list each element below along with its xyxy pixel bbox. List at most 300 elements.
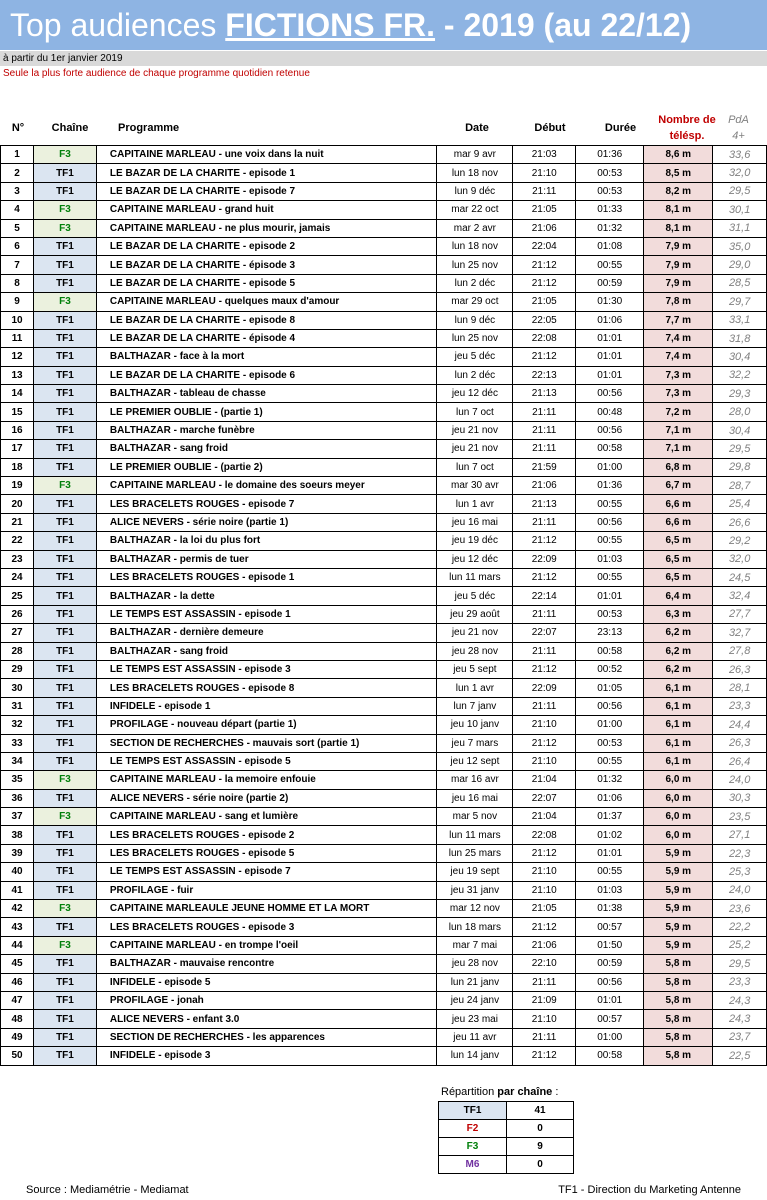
rank-cell: 9 xyxy=(1,293,34,311)
rank-cell: 36 xyxy=(1,789,34,807)
audience-cell: 5,8 m xyxy=(644,1028,713,1046)
table-row xyxy=(1,532,767,550)
table-row xyxy=(1,587,767,605)
audience-cell: 5,8 m xyxy=(644,973,713,991)
channel-cell: TF1 xyxy=(34,421,97,439)
col-audience-line2: télésp. xyxy=(669,130,705,142)
table-row xyxy=(1,1028,767,1046)
pda-cell: 26,4 xyxy=(713,752,767,770)
channel-cell: TF1 xyxy=(34,624,97,642)
pda-cell: 28,5 xyxy=(713,274,767,292)
rank-cell: 2 xyxy=(1,164,34,182)
start-cell: 21:59 xyxy=(513,458,576,476)
table-row xyxy=(1,734,767,752)
pda-cell: 29,5 xyxy=(713,440,767,458)
channel-cell: TF1 xyxy=(34,403,97,421)
audience-cell: 5,8 m xyxy=(644,955,713,973)
channel-cell: F3 xyxy=(34,936,97,954)
channel-cell: F3 xyxy=(34,219,97,237)
audience-cell: 8,6 m xyxy=(644,146,713,164)
start-cell: 21:12 xyxy=(513,844,576,862)
table-row xyxy=(1,458,767,476)
subtitle: à partir du 1er janvier 2019 xyxy=(0,51,767,66)
program-cell: LES BRACELETS ROUGES - episode 2 xyxy=(96,826,437,844)
program-cell: LE TEMPS EST ASSASSIN - episode 3 xyxy=(96,660,437,678)
duration-cell: 01:06 xyxy=(576,311,644,329)
audience-cell: 6,0 m xyxy=(644,826,713,844)
channel-cell: TF1 xyxy=(34,164,97,182)
pda-cell: 23,3 xyxy=(713,697,767,715)
channel-cell: TF1 xyxy=(34,826,97,844)
program-cell: LE TEMPS EST ASSASSIN - episode 7 xyxy=(96,863,437,881)
pda-cell: 32,2 xyxy=(713,366,767,384)
duration-cell: 00:53 xyxy=(576,734,644,752)
pda-cell: 32,7 xyxy=(713,624,767,642)
date-cell: jeu 29 août xyxy=(437,605,513,623)
audience-cell: 6,1 m xyxy=(644,697,713,715)
audience-cell: 7,9 m xyxy=(644,274,713,292)
date-cell: lun 7 janv xyxy=(437,697,513,715)
program-cell: ALICE NEVERS - série noire (partie 2) xyxy=(96,789,437,807)
rank-cell: 33 xyxy=(1,734,34,752)
program-cell: CAPITAINE MARLEAU - sang et lumière xyxy=(96,808,437,826)
table-row xyxy=(1,716,767,734)
pda-cell: 27,1 xyxy=(713,826,767,844)
repartition-channel: M6 xyxy=(439,1156,507,1174)
pda-cell: 29,5 xyxy=(713,182,767,200)
rank-cell: 3 xyxy=(1,182,34,200)
channel-cell: TF1 xyxy=(34,440,97,458)
audience-cell: 5,8 m xyxy=(644,1047,713,1065)
start-cell: 21:11 xyxy=(513,1028,576,1046)
duration-cell: 01:33 xyxy=(576,201,644,219)
start-cell: 22:07 xyxy=(513,624,576,642)
table-row xyxy=(1,697,767,715)
duration-cell: 01:00 xyxy=(576,458,644,476)
program-cell: LE BAZAR DE LA CHARITE - episode 6 xyxy=(96,366,437,384)
duration-cell: 01:01 xyxy=(576,348,644,366)
channel-cell: TF1 xyxy=(34,918,97,936)
date-cell: mar 29 oct xyxy=(437,293,513,311)
date-cell: lun 11 mars xyxy=(437,826,513,844)
pda-cell: 29,0 xyxy=(713,256,767,274)
date-cell: jeu 28 nov xyxy=(437,642,513,660)
pda-cell: 29,3 xyxy=(713,385,767,403)
col-date-header: Date xyxy=(465,122,489,134)
program-cell: CAPITAINE MARLEAULE JEUNE HOMME ET LA MORT xyxy=(96,900,437,918)
duration-cell: 00:53 xyxy=(576,605,644,623)
pda-cell: 22,2 xyxy=(713,918,767,936)
rank-cell: 15 xyxy=(1,403,34,421)
pda-cell: 28,1 xyxy=(713,679,767,697)
rank-cell: 8 xyxy=(1,274,34,292)
start-cell: 21:12 xyxy=(513,256,576,274)
pda-cell: 24,5 xyxy=(713,568,767,586)
table-row xyxy=(1,973,767,991)
rank-cell: 49 xyxy=(1,1028,34,1046)
duration-cell: 00:58 xyxy=(576,642,644,660)
col-rank-header: N° xyxy=(11,122,25,134)
channel-cell: F3 xyxy=(34,808,97,826)
start-cell: 22:10 xyxy=(513,955,576,973)
date-cell: jeu 7 mars xyxy=(437,734,513,752)
date-cell: lun 25 nov xyxy=(437,256,513,274)
table-row xyxy=(1,1047,767,1065)
start-cell: 22:08 xyxy=(513,826,576,844)
audience-cell: 6,0 m xyxy=(644,771,713,789)
duration-cell: 01:37 xyxy=(576,808,644,826)
rank-cell: 24 xyxy=(1,568,34,586)
date-cell: jeu 16 mai xyxy=(437,513,513,531)
duration-cell: 00:52 xyxy=(576,660,644,678)
program-cell: LE PREMIER OUBLIE - (partie 2) xyxy=(96,458,437,476)
table-row xyxy=(1,274,767,292)
col-audience-line1: Nombre de xyxy=(658,114,716,126)
program-cell: BALTHAZAR - permis de tuer xyxy=(96,550,437,568)
program-cell: ALICE NEVERS - série noire (partie 1) xyxy=(96,513,437,531)
pda-cell: 33,1 xyxy=(713,311,767,329)
audience-cell: 7,4 m xyxy=(644,348,713,366)
title-prefix: Top audiences xyxy=(10,7,226,43)
table-row xyxy=(1,164,767,182)
rank-cell: 32 xyxy=(1,716,34,734)
duration-cell: 01:06 xyxy=(576,789,644,807)
table-row xyxy=(1,624,767,642)
date-cell: jeu 23 mai xyxy=(437,1010,513,1028)
table-row xyxy=(1,311,767,329)
program-cell: PROFILAGE - jonah xyxy=(96,991,437,1009)
date-cell: lun 25 mars xyxy=(437,844,513,862)
table-row xyxy=(1,918,767,936)
table-row xyxy=(1,513,767,531)
rank-cell: 25 xyxy=(1,587,34,605)
program-cell: SECTION DE RECHERCHES - les apparences xyxy=(96,1028,437,1046)
channel-cell: TF1 xyxy=(34,513,97,531)
program-cell: BALTHAZAR - la loi du plus fort xyxy=(96,532,437,550)
date-cell: lun 14 janv xyxy=(437,1047,513,1065)
rank-cell: 35 xyxy=(1,771,34,789)
pda-cell: 24,4 xyxy=(713,716,767,734)
program-cell: BALTHAZAR - tableau de chasse xyxy=(96,385,437,403)
pda-cell: 23,7 xyxy=(713,1028,767,1046)
channel-cell: TF1 xyxy=(34,385,97,403)
duration-cell: 01:00 xyxy=(576,1028,644,1046)
audience-cell: 6,1 m xyxy=(644,716,713,734)
pda-cell: 22,5 xyxy=(713,1047,767,1065)
duration-cell: 00:56 xyxy=(576,385,644,403)
rank-cell: 39 xyxy=(1,844,34,862)
channel-cell: F3 xyxy=(34,900,97,918)
start-cell: 21:12 xyxy=(513,734,576,752)
repartition-channel: F2 xyxy=(439,1120,507,1138)
rank-cell: 40 xyxy=(1,863,34,881)
audience-cell: 5,9 m xyxy=(644,863,713,881)
audience-cell: 7,3 m xyxy=(644,366,713,384)
start-cell: 21:11 xyxy=(513,605,576,623)
date-cell: jeu 12 déc xyxy=(437,550,513,568)
start-cell: 22:05 xyxy=(513,311,576,329)
date-cell: lun 9 déc xyxy=(437,311,513,329)
col-start-header: Début xyxy=(534,122,566,134)
start-cell: 21:12 xyxy=(513,568,576,586)
audience-cell: 6,4 m xyxy=(644,587,713,605)
table-row xyxy=(1,201,767,219)
audience-table-body xyxy=(1,146,767,1066)
repartition-channel: TF1 xyxy=(439,1102,507,1120)
rank-cell: 1 xyxy=(1,146,34,164)
start-cell: 22:08 xyxy=(513,329,576,347)
start-cell: 21:10 xyxy=(513,1010,576,1028)
program-cell: BALTHAZAR - dernière demeure xyxy=(96,624,437,642)
program-cell: CAPITAINE MARLEAU - le domaine des soeurs meyer xyxy=(96,477,437,495)
pda-cell: 31,8 xyxy=(713,329,767,347)
program-cell: BALTHAZAR - sang froid xyxy=(96,440,437,458)
start-cell: 21:11 xyxy=(513,513,576,531)
date-cell: jeu 16 mai xyxy=(437,789,513,807)
channel-cell: TF1 xyxy=(34,660,97,678)
rank-cell: 20 xyxy=(1,495,34,513)
col-duration-header: Durée xyxy=(604,122,637,134)
rank-cell: 45 xyxy=(1,955,34,973)
duration-cell: 00:55 xyxy=(576,495,644,513)
program-cell: LES BRACELETS ROUGES - episode 1 xyxy=(96,568,437,586)
channel-cell: TF1 xyxy=(34,863,97,881)
duration-cell: 00:59 xyxy=(576,955,644,973)
pda-cell: 24,0 xyxy=(713,771,767,789)
channel-cell: TF1 xyxy=(34,605,97,623)
pda-cell: 27,7 xyxy=(713,605,767,623)
audience-cell: 6,6 m xyxy=(644,513,713,531)
duration-cell: 01:01 xyxy=(576,844,644,862)
program-cell: INFIDELE - episode 1 xyxy=(96,697,437,715)
date-cell: mar 2 avr xyxy=(437,219,513,237)
channel-cell: TF1 xyxy=(34,311,97,329)
duration-cell: 00:53 xyxy=(576,164,644,182)
audience-cell: 6,5 m xyxy=(644,568,713,586)
program-cell: LE BAZAR DE LA CHARITE - episode 7 xyxy=(96,182,437,200)
pda-cell: 29,5 xyxy=(713,955,767,973)
repartition-row-f2 xyxy=(439,1120,574,1138)
date-cell: lun 2 déc xyxy=(437,274,513,292)
audience-cell: 6,2 m xyxy=(644,624,713,642)
audience-cell: 6,1 m xyxy=(644,734,713,752)
start-cell: 22:13 xyxy=(513,366,576,384)
table-row xyxy=(1,789,767,807)
repartition-title-suffix: : xyxy=(552,1086,559,1098)
duration-cell: 00:56 xyxy=(576,973,644,991)
program-cell: LES BRACELETS ROUGES - episode 5 xyxy=(96,844,437,862)
audience-cell: 6,3 m xyxy=(644,605,713,623)
table-row xyxy=(1,936,767,954)
duration-cell: 01:38 xyxy=(576,900,644,918)
channel-cell: TF1 xyxy=(34,991,97,1009)
rank-cell: 14 xyxy=(1,385,34,403)
pda-cell: 29,7 xyxy=(713,293,767,311)
table-row xyxy=(1,991,767,1009)
channel-cell: F3 xyxy=(34,201,97,219)
repartition-row-m6 xyxy=(439,1156,574,1174)
col-channel-header: Chaîne xyxy=(51,122,89,134)
date-cell: mar 7 mai xyxy=(437,936,513,954)
table-row xyxy=(1,348,767,366)
table-row xyxy=(1,808,767,826)
rank-cell: 44 xyxy=(1,936,34,954)
rank-cell: 12 xyxy=(1,348,34,366)
duration-cell: 01:00 xyxy=(576,716,644,734)
table-row xyxy=(1,495,767,513)
rank-cell: 23 xyxy=(1,550,34,568)
start-cell: 21:11 xyxy=(513,642,576,660)
program-cell: BALTHAZAR - la dette xyxy=(96,587,437,605)
duration-cell: 00:55 xyxy=(576,256,644,274)
table-row xyxy=(1,605,767,623)
pda-cell: 26,3 xyxy=(713,660,767,678)
table-row xyxy=(1,900,767,918)
rank-cell: 18 xyxy=(1,458,34,476)
table-row xyxy=(1,477,767,495)
program-cell: LES BRACELETS ROUGES - episode 3 xyxy=(96,918,437,936)
table-row xyxy=(1,1010,767,1028)
pda-cell: 35,0 xyxy=(713,237,767,255)
pda-cell: 30,3 xyxy=(713,789,767,807)
start-cell: 21:06 xyxy=(513,477,576,495)
channel-cell: TF1 xyxy=(34,1047,97,1065)
channel-cell: TF1 xyxy=(34,734,97,752)
repartition-count: 9 xyxy=(507,1138,574,1156)
duration-cell: 00:57 xyxy=(576,1010,644,1028)
date-cell: mar 5 nov xyxy=(437,808,513,826)
duration-cell: 00:59 xyxy=(576,274,644,292)
duration-cell: 01:05 xyxy=(576,679,644,697)
program-cell: CAPITAINE MARLEAU - grand huit xyxy=(96,201,437,219)
table-row xyxy=(1,844,767,862)
program-cell: CAPITAINE MARLEAU - ne plus mourir, jamais xyxy=(96,219,437,237)
rank-cell: 13 xyxy=(1,366,34,384)
table-row xyxy=(1,182,767,200)
duration-cell: 01:01 xyxy=(576,366,644,384)
table-row xyxy=(1,771,767,789)
channel-cell: TF1 xyxy=(34,568,97,586)
repartition-table xyxy=(438,1101,574,1174)
rank-cell: 46 xyxy=(1,973,34,991)
repartition-count: 41 xyxy=(507,1102,574,1120)
rank-cell: 16 xyxy=(1,421,34,439)
duration-cell: 01:32 xyxy=(576,771,644,789)
start-cell: 21:05 xyxy=(513,293,576,311)
title-banner xyxy=(0,0,767,50)
program-cell: CAPITAINE MARLEAU - la memoire enfouie xyxy=(96,771,437,789)
start-cell: 21:11 xyxy=(513,421,576,439)
pda-cell: 25,3 xyxy=(713,863,767,881)
rank-cell: 43 xyxy=(1,918,34,936)
pda-cell: 30,1 xyxy=(713,201,767,219)
audience-cell: 7,1 m xyxy=(644,421,713,439)
pda-cell: 27,8 xyxy=(713,642,767,660)
channel-cell: TF1 xyxy=(34,955,97,973)
rank-cell: 28 xyxy=(1,642,34,660)
pda-cell: 33,6 xyxy=(713,146,767,164)
start-cell: 21:06 xyxy=(513,219,576,237)
col-pda-header xyxy=(710,110,767,146)
channel-cell: TF1 xyxy=(34,274,97,292)
repartition-count: 0 xyxy=(507,1120,574,1138)
audience-cell: 5,9 m xyxy=(644,881,713,899)
start-cell: 21:12 xyxy=(513,274,576,292)
table-row xyxy=(1,237,767,255)
audience-cell: 8,1 m xyxy=(644,219,713,237)
date-cell: jeu 5 déc xyxy=(437,348,513,366)
repartition-count: 0 xyxy=(507,1156,574,1174)
repartition-channel: F3 xyxy=(439,1138,507,1156)
channel-cell: TF1 xyxy=(34,789,97,807)
rank-cell: 21 xyxy=(1,513,34,531)
start-cell: 22:07 xyxy=(513,789,576,807)
duration-cell: 01:02 xyxy=(576,826,644,844)
channel-cell: TF1 xyxy=(34,495,97,513)
audience-cell: 6,5 m xyxy=(644,532,713,550)
date-cell: mar 9 avr xyxy=(437,146,513,164)
audience-cell: 7,1 m xyxy=(644,440,713,458)
date-cell: mar 12 nov xyxy=(437,900,513,918)
duration-cell: 01:03 xyxy=(576,881,644,899)
pda-cell: 32,0 xyxy=(713,550,767,568)
date-cell: lun 7 oct xyxy=(437,458,513,476)
audience-cell: 8,5 m xyxy=(644,164,713,182)
date-cell: lun 1 avr xyxy=(437,495,513,513)
col-program-header: Programme xyxy=(118,122,180,134)
table-row xyxy=(1,421,767,439)
table-row xyxy=(1,826,767,844)
rank-cell: 11 xyxy=(1,329,34,347)
date-cell: jeu 31 janv xyxy=(437,881,513,899)
duration-cell: 00:53 xyxy=(576,182,644,200)
table-row xyxy=(1,219,767,237)
channel-cell: TF1 xyxy=(34,697,97,715)
col-audience-header xyxy=(657,110,717,146)
channel-cell: TF1 xyxy=(34,642,97,660)
start-cell: 21:13 xyxy=(513,495,576,513)
pda-cell: 23,6 xyxy=(713,900,767,918)
table-row xyxy=(1,329,767,347)
col-pda-line2: 4+ xyxy=(732,130,745,142)
rank-cell: 47 xyxy=(1,991,34,1009)
start-cell: 21:12 xyxy=(513,532,576,550)
start-cell: 21:09 xyxy=(513,991,576,1009)
program-cell: LE BAZAR DE LA CHARITE - episode 2 xyxy=(96,237,437,255)
table-row xyxy=(1,660,767,678)
start-cell: 21:12 xyxy=(513,660,576,678)
source-note: Source : Mediamétrie - Mediamat xyxy=(26,1184,189,1196)
duration-cell: 00:55 xyxy=(576,752,644,770)
pda-cell: 28,0 xyxy=(713,403,767,421)
start-cell: 22:14 xyxy=(513,587,576,605)
date-cell: mar 30 avr xyxy=(437,477,513,495)
channel-cell: TF1 xyxy=(34,532,97,550)
duration-cell: 00:55 xyxy=(576,532,644,550)
start-cell: 21:04 xyxy=(513,771,576,789)
date-cell: jeu 10 janv xyxy=(437,716,513,734)
date-cell: lun 2 déc xyxy=(437,366,513,384)
start-cell: 21:11 xyxy=(513,973,576,991)
repartition-row-tf1 xyxy=(439,1102,574,1120)
program-cell: SECTION DE RECHERCHES - mauvais sort (partie 1) xyxy=(96,734,437,752)
audience-cell: 7,9 m xyxy=(644,256,713,274)
date-cell: jeu 12 sept xyxy=(437,752,513,770)
repartition-row-f3 xyxy=(439,1138,574,1156)
program-cell: CAPITAINE MARLEAU - une voix dans la nuit xyxy=(96,146,437,164)
table-row xyxy=(1,403,767,421)
start-cell: 21:10 xyxy=(513,881,576,899)
